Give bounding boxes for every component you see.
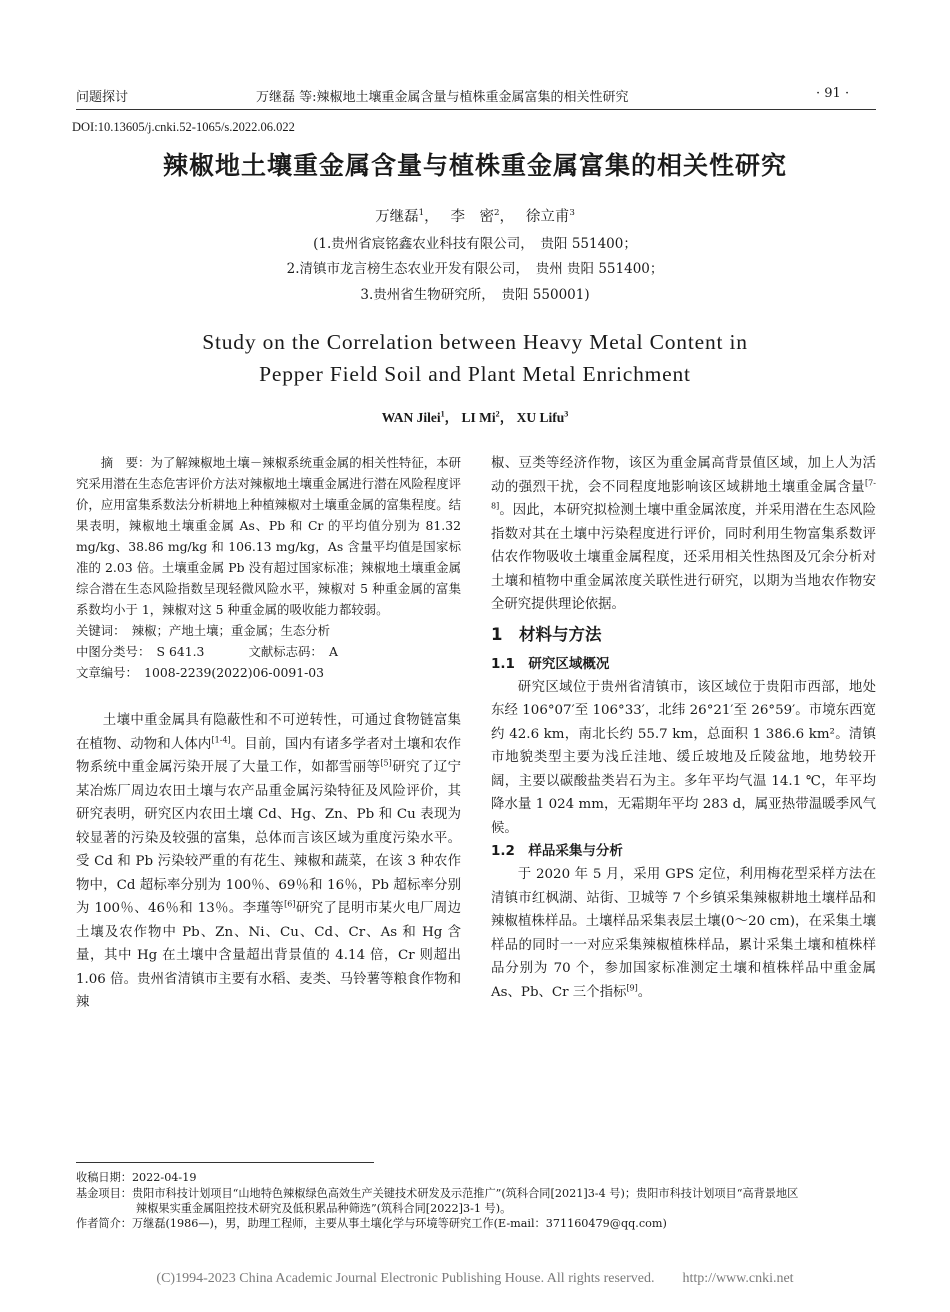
- journal-section: 问题探讨: [76, 90, 129, 105]
- intro-paragraph: [76, 709, 461, 1015]
- clc-line: [76, 641, 461, 662]
- section-1-1-text: 研究区域位于贵州省清镇市，该区域位于贵阳市西部，地处东经 106°07′至 106°33′，北纬 26°21′至 26°59′。市境东西宽约 42.6 km，南北长约 55.7 km，总面积 1 386.6 km²。清镇市地貌类型主要为浅丘洼地、缓丘坡地及丘陵盆地，地势较开阔，主要以碳酸盐类岩石为主。多年平均气温 14.1 ℃，年平均降水量 1 024 mm，无霜期年平均 283 d，属亚热带温暖季风气候。: [491, 679, 876, 836]
- running-title: 万继磊 等:辣椒地土壤重金属含量与植株重金属富集的相关性研究: [256, 90, 629, 105]
- author-1-sup: 1: [418, 208, 425, 219]
- intro-text-3: 研究了辽宁某冶炼厂周边农田土壤与农产品重金属污染特征及风险评价，其研究表明，研究区内农田土壤 Cd、Hg、Zn、Pb 和 Cu 表现为较显著的污染及较强的富集，总体而言该区域为重度污染水平。受 Cd 和 Pb 污染较严重的有花生、辣椒和蔬菜，在该 3 种农作物中，Cd 超标率分别为 100％、69％和 16％，Pb 超标率分别为 100％、46％和 13％。李瑾等: [76, 760, 461, 916]
- citation-6[interactable]: [6]: [284, 899, 296, 909]
- authors-cn: 万继磊$^1$， 李 密$^2$， 徐立甫$^3$: [375, 208, 575, 225]
- left-column: [76, 452, 461, 1015]
- article-number-value: 1008-2239(2022)06-0091-03: [144, 665, 325, 680]
- author-en-1-sup: 1: [440, 409, 445, 419]
- title-cn: 辣椒地土壤重金属含量与植株重金属富集的相关性研究: [162, 151, 787, 180]
- citation-9[interactable]: [9]: [626, 983, 638, 993]
- author-2: 李 密: [450, 209, 494, 225]
- footnote-received: 收稿日期：2022-04-19: [76, 1171, 197, 1184]
- footnote-fund-cont: 辣椒果实重金属阻控技术研究及低积累品种筛选”(筑科合同[2022]3-1 号)。: [136, 1202, 512, 1215]
- author-en-3: XU Lifu: [516, 410, 565, 425]
- author-3: 徐立甫: [525, 209, 570, 225]
- citation-7-8[interactable]: [7-8]: [491, 478, 876, 511]
- right-column: [491, 452, 876, 1004]
- doi[interactable]: DOI:10.13605/j.cnki.52-1065/s.2022.06.022: [72, 120, 295, 134]
- affiliation-2: 2.清镇市龙言榜生态农业开发有限公司， 贵州 贵阳 551400；: [286, 261, 664, 277]
- section-1-1-heading: 1.1 研究区域概况: [491, 655, 610, 672]
- keywords-label: 关键词：: [76, 623, 120, 638]
- header-rule: [76, 109, 876, 110]
- affiliation-3: 3.贵州省生物研究所， 贵阳 550001): [360, 287, 590, 303]
- section-1-2-text-2: 。: [637, 984, 652, 1000]
- author-1: 万继磊: [375, 209, 419, 225]
- citation-5[interactable]: [5]: [380, 758, 392, 768]
- footnote-fund: 基金项目：贵阳市科技计划项目“山地特色辣椒绿色高效生产关键技术研发及示范推广”(筑科合同[2021]3-4 号)；贵阳市科技计划项目“高背景地区: [76, 1187, 799, 1200]
- section-1-2-text: [491, 863, 876, 1004]
- clc-value: S 641.3: [156, 644, 205, 659]
- affiliation-1: (1.贵州省宸铭鑫农业科技有限公司， 贵阳 551400；: [313, 236, 637, 252]
- abstract-label: 摘 要：: [100, 455, 151, 470]
- citation-1-4[interactable]: [1-4]: [211, 735, 231, 745]
- author-2-sup: 2: [493, 208, 500, 219]
- intro-cont-text-1: 椒、豆类等经济作物，该区为重金属高背景值区域，加上人为活动的强烈干扰，会不同程度地影响该区域耕地土壤重金属含量: [491, 456, 876, 495]
- author-3-sup: 3: [569, 208, 575, 219]
- clc-label: 中图分类号：: [76, 644, 145, 659]
- section-1-2-text-1: 于 2020 年 5 月，采用 GPS 定位，利用梅花型采样方法在清镇市红枫湖、站街、卫城等 7 个乡镇采集辣椒耕地土壤样品和辣椒植株样品。土壤样品采集表层土壤(0～20 cm)，在采集土壤样品的同时一一对应采集辣椒植株样品，累计采集土壤和植株样品分别为 70 个，参加国家标准测定土壤和植株样品中重金属 As、Pb、Cr 三个指标: [491, 867, 876, 1000]
- footnote-rule: [76, 1162, 374, 1163]
- author-en-2: LI Mi: [461, 410, 496, 425]
- intro-text-1: 土壤中重金属具有隐蔽性和不可逆转性，可通过食物链富集在植物、动物和人体内: [76, 713, 461, 752]
- author-en-1: WAN Jilei: [381, 410, 441, 425]
- title-en-line-1: Study on the Correlation between Heavy Metal Content in: [202, 330, 748, 354]
- article-number: [76, 662, 461, 683]
- intro-cont-text-2: 。因此，本研究拟检测土壤中重金属浓度，并采用潜在生态风险指数对其在土壤中污染程度进行评价，同时利用生物富集系数评估农作物吸收土壤重金属程度，还采用相关性热图及冗余分析对土壤和植物中重金属浓度关联性进行研究，以期为当地农作物安全研究提供理论依据。: [491, 503, 876, 612]
- keywords: [76, 620, 461, 641]
- doc-code-label: 文献标志码：: [248, 644, 317, 659]
- author-en-2-sup: 2: [495, 409, 500, 419]
- abstract: [76, 452, 461, 620]
- intro-continued: [491, 452, 876, 617]
- author-en-3-sup: 3: [564, 409, 569, 419]
- title-en-line-2: Pepper Field Soil and Plant Metal Enrichment: [259, 362, 691, 386]
- intro-text-4: 研究了昆明市某火电厂周边土壤及农作物中 Pb、Zn、Ni、Cu、Cd、Cr、As 和 Hg 含量，其中 Hg 在土壤中含量超出背景值的 4.14 倍，Cr 则超出 1.06 倍。贵州省清镇市主要有水稻、麦类、马铃薯等粮食作物和辣: [76, 901, 461, 1010]
- authors-en: WAN Jilei$^1$， LI Mi$^2$， XU Lifu$^3$: [381, 409, 569, 425]
- article-number-label: 文章编号：: [76, 665, 132, 680]
- keywords-text: 辣椒；产地土壤；重金属；生态分析: [131, 623, 331, 638]
- page-number: · 91 ·: [816, 86, 850, 101]
- footnote-author: 作者简介：万继磊(1986—)，男，助理工程师，主要从事土壤化学与环境等研究工作(E-mail：371160479@qq.com): [76, 1217, 667, 1230]
- intro-text-2: 。目前，国内有诸多学者对土壤和农作物系统中重金属污染开展了大量工作，如都雪丽等: [76, 736, 462, 775]
- doc-code-value: A: [329, 644, 338, 659]
- copyright-footer: (C)1994-2023 China Academic Journal Electronic Publishing House. All rights reserved. http://www.cnki.net: [156, 1271, 794, 1286]
- section-1-2-heading: 1.2 样品采集与分析: [491, 843, 623, 859]
- section-1-heading: 1 材料与方法: [491, 624, 602, 644]
- abstract-text: 为了解辣椒地土壤－辣椒系统重金属的相关性特征，本研究采用潜在生态危害评价方法对辣椒地土壤重金属进行潜在风险程度评价，应用富集系数法分析耕地上种植辣椒对土壤重金属的富集程度。结果表明，辣椒地土壤重金属 As、Pb 和 Cr 的平均值分别为 81.32 mg/kg、38.86 mg/kg 和 106.13 mg/kg，As 含量平均值是国家标准的 2.03 倍。土壤重金属 Pb 没有超过国家标准；辣椒地土壤重金属综合潜在生态风险指数呈现轻微风险水平，辣椒对 5 种重金属的富集系数均小于 1，辣椒对这 5 种重金属的吸收能力都较弱。: [76, 455, 461, 617]
